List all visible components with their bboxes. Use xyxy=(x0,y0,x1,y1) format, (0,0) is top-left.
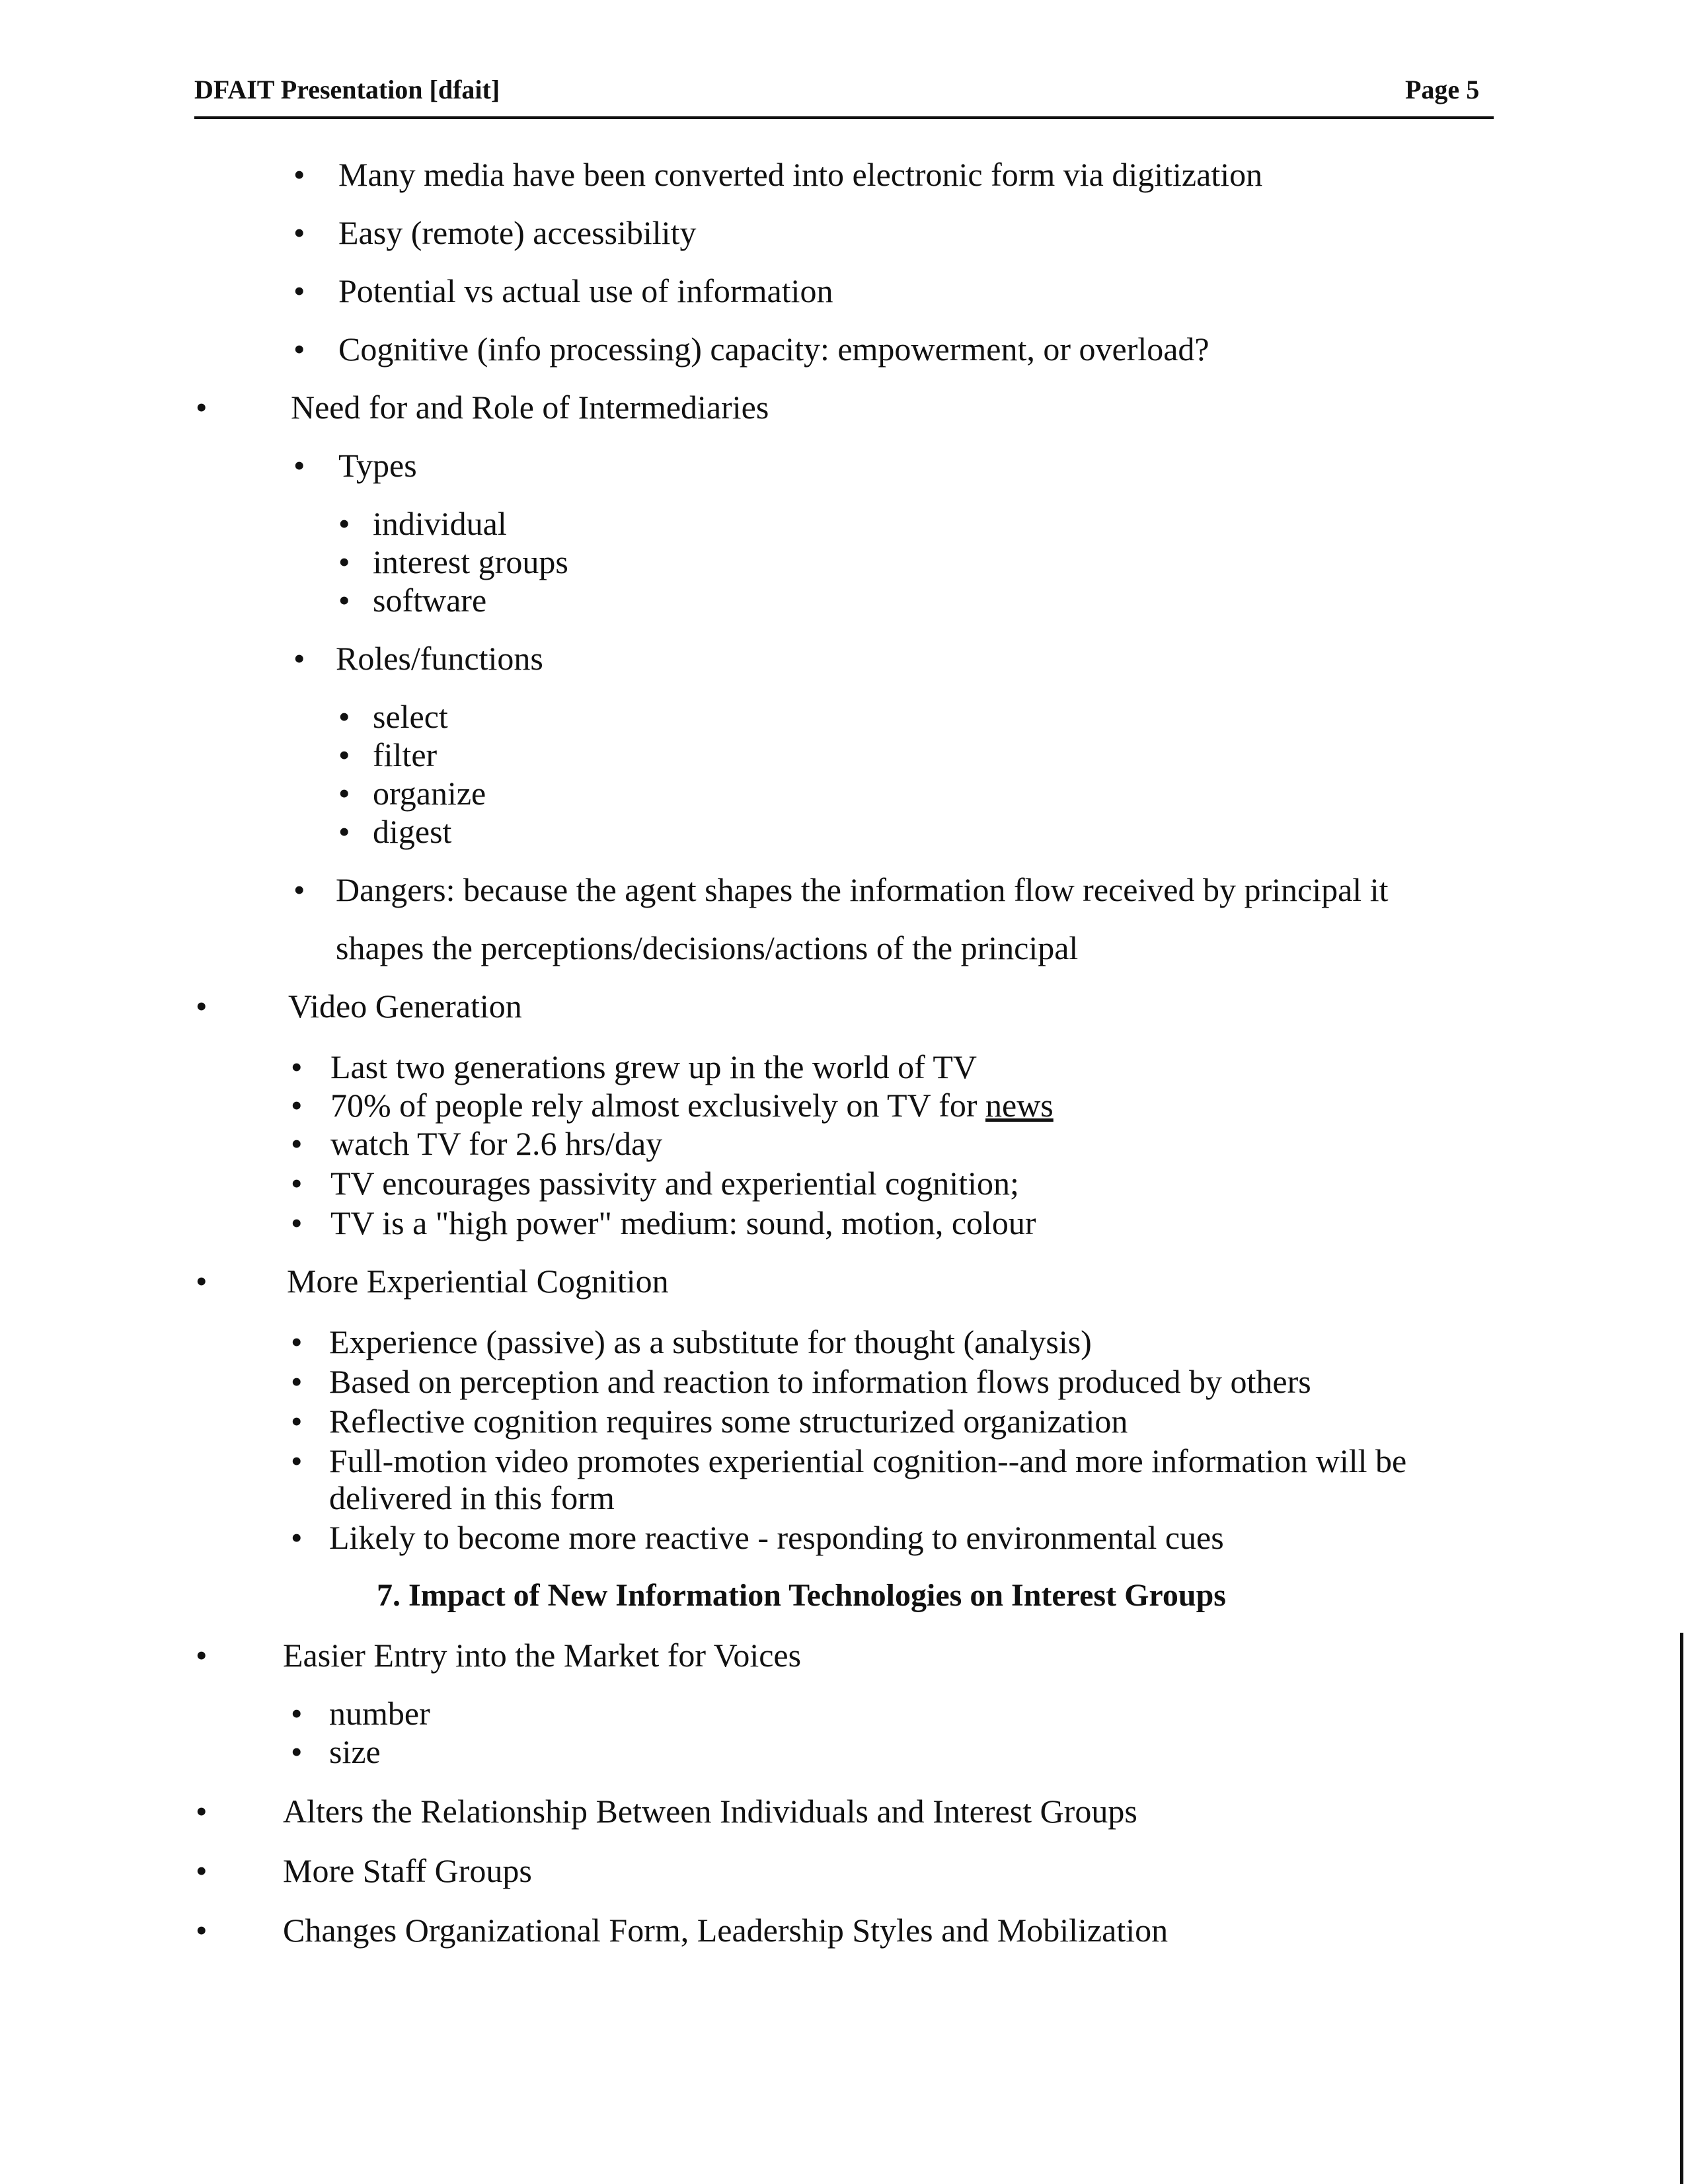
bullet-dot: • xyxy=(338,813,350,850)
page-number: Page 5 xyxy=(1405,75,1480,104)
bullet-dot: • xyxy=(291,1204,303,1241)
news-underlined: news xyxy=(985,1087,1054,1124)
list-item: individual xyxy=(373,505,507,542)
bullet-dot: • xyxy=(196,1852,208,1889)
list-item: Experience (passive) as a substitute for thought (analysis) xyxy=(329,1323,1092,1360)
list-item: Likely to become more reactive - responding to environmental cues xyxy=(329,1519,1224,1556)
bullet-dot: • xyxy=(293,871,305,908)
bullet-dot: • xyxy=(293,272,305,309)
header-divider xyxy=(194,116,1494,119)
list-item: select xyxy=(373,698,448,735)
section-heading: Need for and Role of Intermediaries xyxy=(291,389,769,426)
list-item: size xyxy=(329,1733,381,1770)
list-item: Cognitive (info processing) capacity: empowerment, or overload? xyxy=(338,331,1209,368)
bullet-dot: • xyxy=(291,1165,303,1202)
list-item: Last two generations grew up in the world of TV xyxy=(330,1048,978,1085)
bullet-dot: • xyxy=(196,988,208,1025)
list-item: watch TV for 2.6 hrs/day xyxy=(330,1125,663,1162)
list-item: filter xyxy=(373,736,438,773)
list-item: TV encourages passivity and experiential cognition; xyxy=(330,1165,1019,1202)
section-heading: Alters the Relationship Between Individuals and Interest Groups xyxy=(283,1793,1137,1830)
list-item: TV is a "high power" medium: sound, motion, colour xyxy=(330,1204,1036,1241)
bullet-dot: • xyxy=(338,505,350,542)
section-heading: More Staff Groups xyxy=(283,1852,532,1889)
header-title: DFAIT Presentation [dfait] xyxy=(194,75,500,104)
list-item-continued: delivered in this form xyxy=(329,1479,615,1516)
bullet-dot: • xyxy=(293,156,305,193)
list-item: Dangers: because the agent shapes the information flow received by principal it xyxy=(336,871,1389,908)
bullet-dot: • xyxy=(338,582,350,619)
bullet-dot: • xyxy=(196,1263,208,1300)
bullet-dot: • xyxy=(293,331,305,368)
list-item: Potential vs actual use of information xyxy=(338,272,833,309)
bullet-dot: • xyxy=(196,1793,208,1830)
list-item-continued: shapes the perceptions/decisions/actions of the principal xyxy=(336,929,1079,966)
bullet-dot: • xyxy=(196,1912,208,1949)
list-item: Easy (remote) accessibility xyxy=(338,214,697,251)
bullet-dot: • xyxy=(291,1695,303,1732)
section-heading: More Experiential Cognition xyxy=(287,1263,669,1300)
bullet-dot: • xyxy=(291,1442,303,1479)
bullet-dot: • xyxy=(293,214,305,251)
bullet-dot: • xyxy=(291,1519,303,1556)
bullet-dot: • xyxy=(291,1363,303,1400)
bullet-dot: • xyxy=(291,1125,303,1162)
bullet-dot: • xyxy=(291,1403,303,1440)
section-7-heading: 7. Impact of New Information Technologies on Interest Groups xyxy=(377,1578,1226,1613)
list-item xyxy=(330,1085,1054,1125)
bullet-dot: • xyxy=(293,447,305,484)
list-item: Types xyxy=(338,447,417,484)
list-item: organize xyxy=(373,775,486,812)
bullet-dot: • xyxy=(291,1733,303,1770)
list-item: Many media have been converted into electronic form via digitization xyxy=(338,156,1263,193)
list-item: number xyxy=(329,1695,430,1732)
bullet-dot: • xyxy=(291,1048,303,1085)
bullet-dot: • xyxy=(338,775,350,812)
bullet-dot: • xyxy=(338,543,350,580)
list-item: software xyxy=(373,582,487,619)
list-item: Based on perception and reaction to information flows produced by others xyxy=(329,1363,1311,1400)
section-heading: Changes Organizational Form, Leadership Styles and Mobilization xyxy=(283,1912,1169,1949)
bullet-dot: • xyxy=(196,389,208,426)
section-heading: Easier Entry into the Market for Voices xyxy=(283,1637,802,1674)
page-edge-line xyxy=(1680,1633,1683,2184)
bullet-dot: • xyxy=(338,698,350,735)
list-item: Reflective cognition requires some structurized organization xyxy=(329,1403,1128,1440)
list-item: interest groups xyxy=(373,543,568,580)
bullet-dot: • xyxy=(338,736,350,773)
bullet-dot: • xyxy=(291,1323,303,1360)
list-item: Full-motion video promotes experiential cognition--and more information will be xyxy=(329,1442,1407,1479)
list-item: Roles/functions xyxy=(336,640,543,677)
list-item-text: 70% of people rely almost exclusively on TV for xyxy=(330,1087,985,1124)
section-heading: Video Generation xyxy=(288,988,522,1025)
bullet-dot: • xyxy=(293,640,305,677)
bullet-dot: • xyxy=(196,1637,208,1674)
bullet-dot: • xyxy=(291,1087,303,1124)
list-item: digest xyxy=(373,813,452,850)
